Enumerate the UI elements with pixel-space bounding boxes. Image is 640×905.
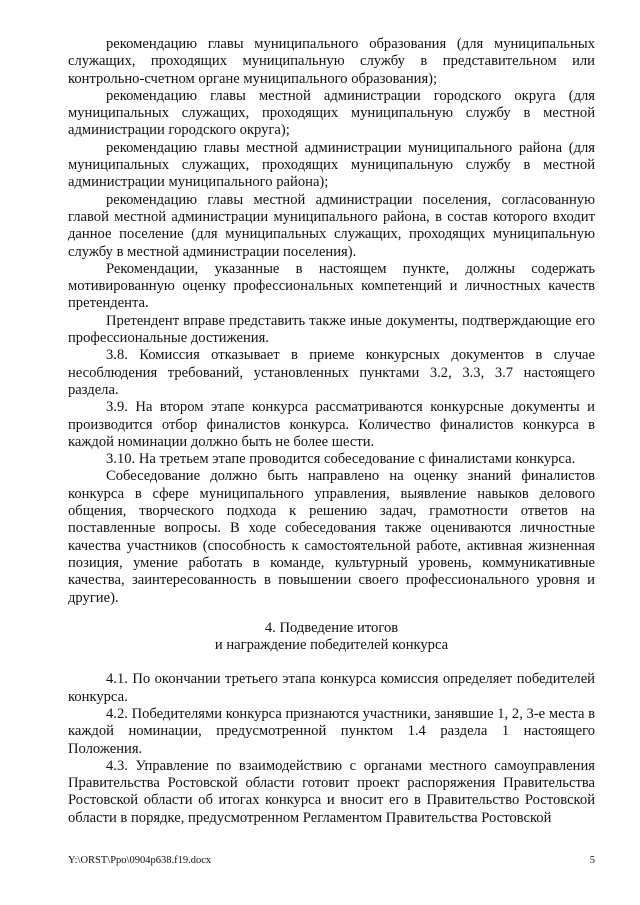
paragraph-3-10: 3.10. На третьем этапе проводится собеседование с финалистами конкурса. [106,451,576,468]
section-heading-line-1: 4. Подведение итогов [264,619,399,636]
paragraph: рекомендацию главы местной администрации городского округа (для муниципальных служащих, проходящих муниципальную службу в местной администрации городского округа); [68,87,595,139]
paragraph: рекомендацию главы местной администрации муниципального района (для муниципальных служащих, проходящих муниципальную службу в местной администрации муниципального района); [68,139,595,191]
section-heading-line-2: и награждение победителей конкурса [214,637,449,654]
paragraph: рекомендацию главы местной администрации поселения, согласованную главой местной администрации муниципального района, в состав которого входит данное поселение (для муниципальных служащих, проходящих муниципальную службу в местной администрации поселения). [68,191,595,260]
paragraph-3-9: 3.9. На втором этапе конкурса рассматриваются конкурсные документы и производится отбор финалистов конкурса. Количество финалистов конкурса в каждой номинации должно быть не более шести. [68,399,595,450]
spacer [68,607,595,620]
paragraph: Рекомендации, указанные в настоящем пункте, должны содержать мотивированную оценку профессиональных компетенций и личностных качеств претендента. [68,260,595,312]
page-number: 5 [589,855,595,866]
spacer [68,654,595,671]
paragraph-4-3: 4.3. Управление по взаимодействию с органами местного самоуправления Правительства Ростовской области готовит проект распоряжения Правительства Ростовской области об итогах конкурса и вносит его в Правительство Ростовской области в порядке, предусмотренном Регламентом Правительства Ростовской [68,757,595,826]
paragraph-3-8: 3.8. Комиссия отказывает в приеме конкурсных документов в случае несоблюдения требований, установленных пунктами 3.2, 3.3, 3.7 настоящего раздела. [68,347,595,398]
paragraph: рекомендацию главы муниципального образования (для муниципальных служащих, проходящих муниципальную службу в представительном или контрольно-счетном органе муниципального образования); [68,36,595,87]
paragraph-4-2: 4.2. Победителями конкурса признаются участники, занявшие 1, 2, 3-е места в каждой номинации, предусмотренной пунктом 1.4 раздела 1 настоящего Положения. [68,705,595,757]
paragraph: Собеседование должно быть направлено на оценку знаний финалистов конкурса в сфере муниципального управления, выявление навыков делового общения, творческого подхода к решению задач, грамотности ответов на поставленные вопросы. В ходе собеседования также оцениваются личностные качества участников (способность к самостоятельной работе, активная жизненная позиция, умение работать в команде, культурный уровень, коммуникативные качества, заинтересованность в повышении своего профессионального уровня и другие). [68,468,595,606]
paragraph-4-1: 4.1. По окончании третьего этапа конкурса комиссия определяет победителей конкурса. [68,671,595,705]
footer-file-path: Y:\ORST\Ppo\0904p638.f19.docx [68,855,212,866]
document-body [68,36,595,827]
paragraph: Претендент вправе представить также иные документы, подтверждающие его профессиональные достижения. [68,312,595,347]
